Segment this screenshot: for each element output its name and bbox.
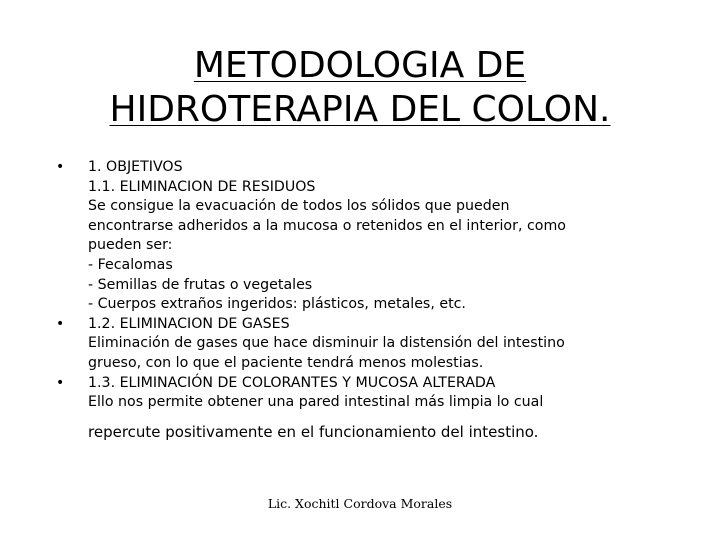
bullet-icon: • — [56, 159, 65, 175]
bullet-line: - Fecalomas — [88, 256, 173, 273]
bullet-line: repercute positivamente en el funcionamiento del intestino. — [88, 422, 539, 441]
bullet-item-colorantes — [56, 374, 656, 443]
bullet-line: 1. OBJETIVOS — [88, 159, 183, 175]
bullet-line: encontrarse adheridos a la mucosa o retenidos en el interior, como — [88, 217, 566, 234]
bullet-line: - Cuerpos extraños ingeridos: plásticos, metales, etc. — [88, 296, 466, 313]
bullet-line: pueden ser: — [88, 237, 173, 254]
slide-title-line-1: METODOLOGIA DE — [193, 45, 527, 86]
bullet-line: 1.2. ELIMINACION DE GASES — [88, 315, 290, 332]
bullet-line: Ello nos permite obtener una pared intestinal más limpia lo cual — [88, 394, 544, 411]
bullet-line: 1.3. ELIMINACIÓN DE COLORANTES Y MUCOSA ALTERADA — [88, 374, 496, 391]
bullet-icon: • — [56, 374, 65, 391]
slide-title-line-2: HIDROTERAPIA DEL COLON. — [109, 89, 611, 130]
bullet-line: Eliminación de gases que hace disminuir la distensión del intestino — [88, 335, 565, 352]
bullet-item-objetivos — [56, 158, 656, 315]
bullet-line: - Semillas de frutas o vegetales — [88, 276, 313, 293]
bullet-item-gases — [56, 315, 656, 374]
bullet-icon: • — [56, 315, 65, 332]
bullet-line: grueso, con lo que el paciente tendrá menos molestias. — [88, 354, 484, 371]
bullet-list — [56, 158, 656, 442]
bullet-line: 1.1. ELIMINACION DE RESIDUOS — [88, 178, 316, 195]
bullet-line: Se consigue la evacuación de todos los sólidos que pueden — [88, 198, 510, 215]
slide-title — [40, 44, 680, 132]
slide-footer-author: Lic. Xochitl Cordova Morales — [267, 496, 453, 511]
